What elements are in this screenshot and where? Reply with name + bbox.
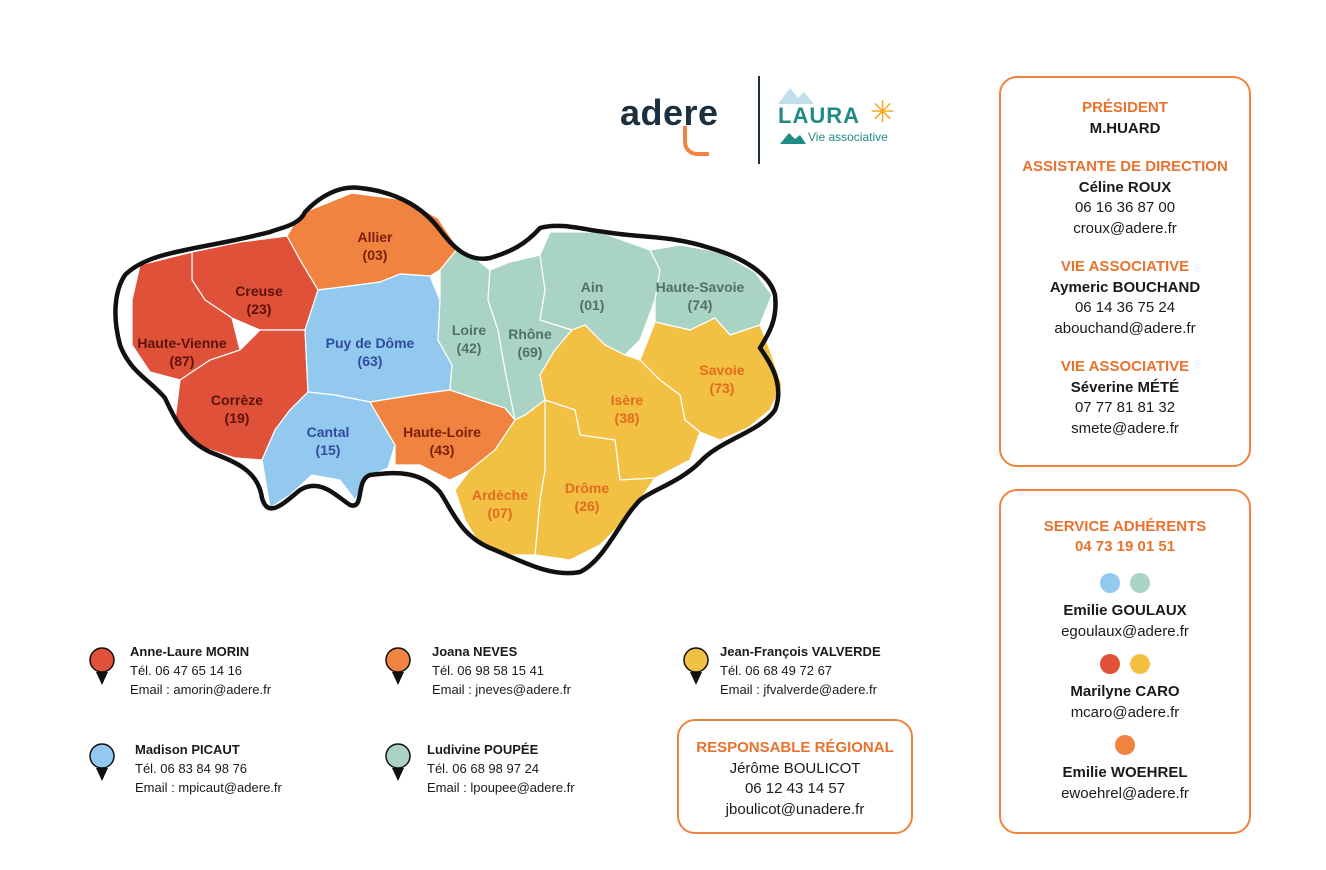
assistant-name: Céline ROUX xyxy=(1078,178,1172,196)
contact-name: Ludivine POUPÉE xyxy=(427,742,539,757)
president-title: PRÉSIDENT xyxy=(1082,99,1168,116)
contact-name: Madison PICAUT xyxy=(135,742,240,757)
president-name: M.HUARD xyxy=(1089,119,1161,137)
regional-box xyxy=(677,719,913,834)
map-pin-icon xyxy=(682,646,710,686)
dept-label: Haute-Vienne (87) xyxy=(137,335,227,369)
vie-associative-title: VIE ASSOCIATIVE xyxy=(1060,358,1190,375)
service-adherents-box xyxy=(999,489,1251,834)
member-name: Marilyne CARO xyxy=(1070,683,1180,700)
assistant-phone: 06 16 36 87 00 xyxy=(1074,199,1176,216)
dept-label: Rhône (69) xyxy=(508,326,552,360)
color-legend xyxy=(1001,735,1249,755)
dept-label: Ain (01) xyxy=(579,279,605,313)
contact-card xyxy=(135,740,282,797)
dept-label: Puy de Dôme (63) xyxy=(325,335,415,369)
contact-phone: Tél. 06 47 65 14 16 xyxy=(130,663,243,678)
dept-label: Cantal (15) xyxy=(306,424,350,458)
dept-label: Creuse (23) xyxy=(235,283,283,317)
laura-tagline: Vie associative xyxy=(808,130,888,144)
contact-phone: Tél. 06 98 58 15 41 xyxy=(432,663,545,678)
contact-card xyxy=(130,642,271,699)
member-email[interactable]: egoulaux@adere.fr xyxy=(1061,622,1189,640)
member-name: Emilie WOEHREL xyxy=(1062,764,1188,781)
vie-associative-name: Aymeric BOUCHAND xyxy=(1049,278,1201,296)
dept-label: Loire (42) xyxy=(451,322,487,356)
red-dot xyxy=(1100,654,1120,674)
direction-box xyxy=(999,76,1251,467)
laura-logo: LAURA xyxy=(778,103,860,128)
contact-phone: Tél. 06 68 49 72 67 xyxy=(720,663,833,678)
service-phone: 04 73 19 01 51 xyxy=(1074,538,1176,555)
contact-phone: Tél. 06 68 98 97 24 xyxy=(427,761,540,776)
dept-label: Isère (38) xyxy=(610,392,644,426)
dept-label: Corrèze (19) xyxy=(210,392,264,426)
blue-dot xyxy=(1100,573,1120,593)
contact-email[interactable]: Email : jneves@adere.fr xyxy=(432,682,571,697)
contact-card xyxy=(720,642,881,699)
dept-label: Haute-Savoie (74) xyxy=(655,279,745,313)
dept-label: Haute-Loire (43) xyxy=(403,424,481,458)
member-name: Emilie GOULAUX xyxy=(1063,602,1187,619)
sun-icon: ✳ xyxy=(870,96,896,129)
vie-associative-name: Séverine MÉTÉ xyxy=(1070,378,1180,396)
vie-associative-email[interactable]: smete@adere.fr xyxy=(1071,419,1179,437)
yellow-dot xyxy=(1130,654,1150,674)
service-title: SERVICE ADHÉRENTS xyxy=(1043,518,1207,535)
dept-label: Savoie (73) xyxy=(699,362,745,396)
contact-phone: Tél. 06 83 84 98 76 xyxy=(135,761,248,776)
contact-name: Jean-François VALVERDE xyxy=(720,644,881,659)
map-pin-icon xyxy=(88,646,116,686)
teal-dot xyxy=(1130,573,1150,593)
dept-label: Ardèche (07) xyxy=(471,487,529,521)
assistant-email[interactable]: croux@adere.fr xyxy=(1073,219,1177,237)
vie-associative-phone: 07 77 81 81 32 xyxy=(1074,399,1176,416)
contact-email[interactable]: Email : jfvalverde@adere.fr xyxy=(720,682,877,697)
orange-dot xyxy=(1115,735,1135,755)
contact-name: Anne-Laure MORIN xyxy=(130,644,250,659)
contact-name: Joana NEVES xyxy=(432,644,518,659)
member-email[interactable]: ewoehrel@adere.fr xyxy=(1061,784,1189,802)
regional-name: Jérôme BOULICOT xyxy=(729,759,861,777)
regional-email[interactable]: jboulicot@unadere.fr xyxy=(725,800,865,818)
vie-associative-email[interactable]: abouchand@adere.fr xyxy=(1054,319,1196,337)
adere-logo: adere xyxy=(620,92,719,133)
map-pin-icon xyxy=(88,742,116,782)
contact-card xyxy=(432,642,571,699)
regional-title: RESPONSABLE RÉGIONAL xyxy=(696,739,894,756)
dept-label: Drôme (26) xyxy=(564,480,610,514)
contact-email[interactable]: Email : lpoupee@adere.fr xyxy=(427,780,575,795)
vie-associative-phone: 06 14 36 75 24 xyxy=(1074,299,1176,316)
map-pin-icon xyxy=(384,646,412,686)
color-legend xyxy=(1001,654,1249,674)
contact-email[interactable]: Email : amorin@adere.fr xyxy=(130,682,272,697)
assistant-title: ASSISTANTE DE DIRECTION xyxy=(1022,158,1228,175)
contact-email[interactable]: Email : mpicaut@adere.fr xyxy=(135,780,282,795)
map-pin-icon xyxy=(384,742,412,782)
vie-associative-title: VIE ASSOCIATIVE xyxy=(1060,258,1190,275)
member-email[interactable]: mcaro@adere.fr xyxy=(1070,703,1180,721)
dept-label: Allier (03) xyxy=(357,229,393,263)
regional-phone: 06 12 43 14 57 xyxy=(744,780,846,797)
color-legend xyxy=(1001,573,1249,593)
contact-card xyxy=(427,740,575,797)
